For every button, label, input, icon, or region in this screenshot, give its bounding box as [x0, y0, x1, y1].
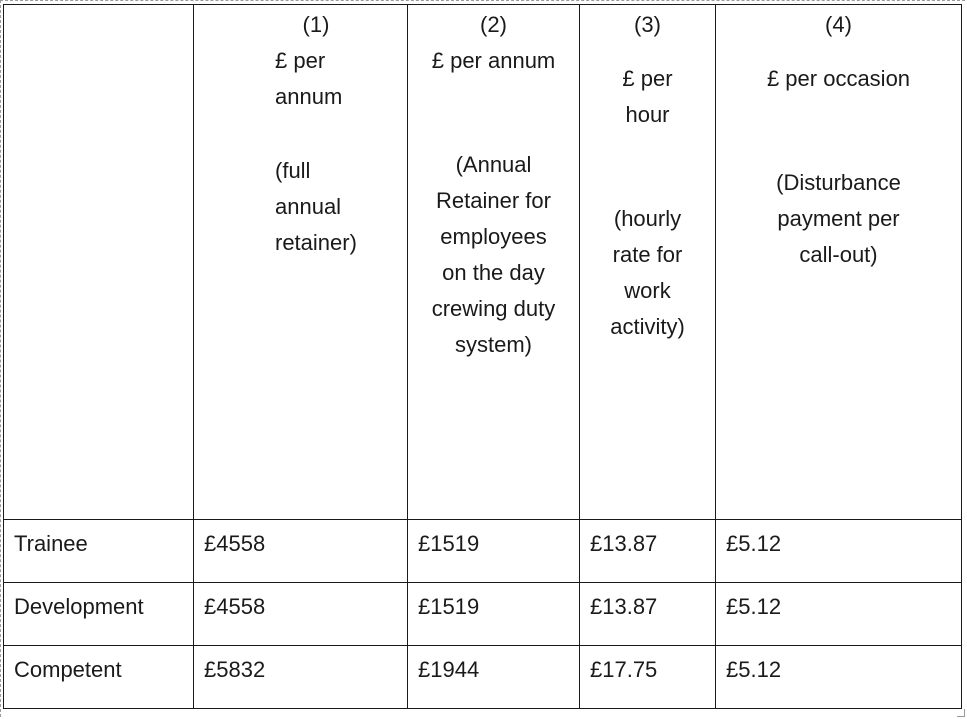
column-rate-unit: £ per annum [275, 48, 343, 109]
column-number: (4) [825, 12, 852, 37]
level-cell: Trainee [4, 520, 194, 583]
full-annual-cell: £4558 [194, 583, 408, 646]
column-description: (Annual Retainer for employees on the day crewing duty system) [431, 152, 556, 357]
table-row [4, 646, 962, 709]
column-description: (hourly rate for work activity) [610, 206, 685, 339]
column-number: (2) [480, 12, 507, 37]
table-row [4, 520, 962, 583]
day-crewing-cell: £1519 [408, 583, 580, 646]
level-cell: Competent [4, 646, 194, 709]
resize-corner [957, 709, 965, 717]
header-cell-empty [4, 5, 194, 520]
header-cell-1 [194, 5, 408, 520]
header-cell-2 [408, 5, 580, 520]
per-occasion-cell: £5.12 [716, 520, 962, 583]
header-cell-4 [716, 5, 962, 520]
column-rate-unit: £ per occasion [766, 66, 911, 91]
full-annual-cell: £4558 [194, 520, 408, 583]
level-cell: Development [4, 583, 194, 646]
column-description: (full annual retainer) [275, 158, 357, 255]
hourly-cell: £17.75 [580, 646, 716, 709]
day-crewing-cell: £1944 [408, 646, 580, 709]
day-crewing-cell: £1519 [408, 520, 580, 583]
column-description: (Disturbance payment per call-out) [776, 170, 901, 267]
header-cell-3 [580, 5, 716, 520]
column-number: (1) [302, 12, 330, 37]
column-rate-unit: £ per annum [431, 48, 556, 73]
hourly-cell: £13.87 [580, 520, 716, 583]
table-header-row [4, 5, 962, 520]
column-rate-unit: £ per hour [622, 66, 673, 127]
per-occasion-cell: £5.12 [716, 646, 962, 709]
retained-pay-rates-table [3, 4, 962, 709]
hourly-cell: £13.87 [580, 583, 716, 646]
column-number: (3) [634, 12, 661, 37]
table-row [4, 583, 962, 646]
per-occasion-cell: £5.12 [716, 583, 962, 646]
full-annual-cell: £5832 [194, 646, 408, 709]
